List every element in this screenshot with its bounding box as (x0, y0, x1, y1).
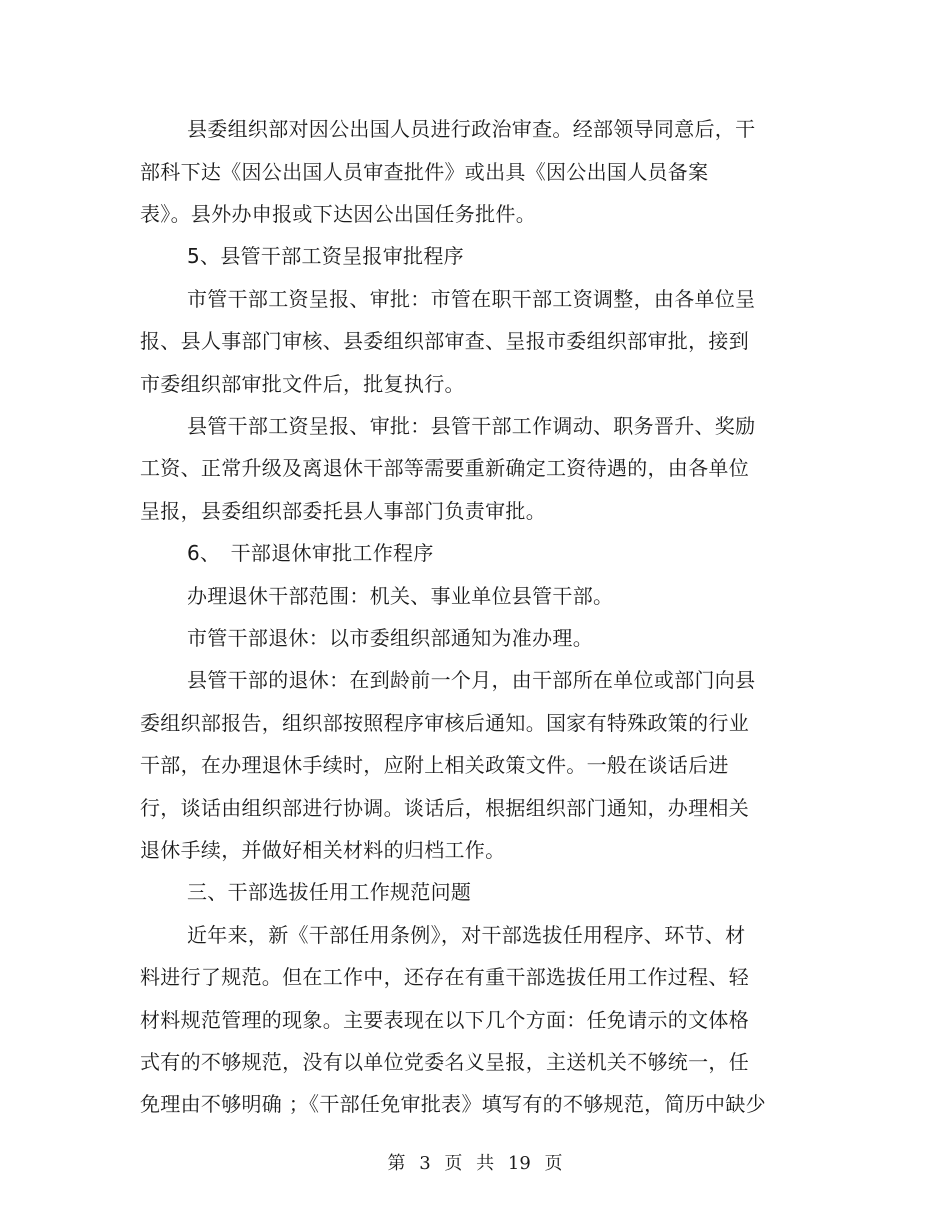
section-heading: 5、县管干部工资呈报审批程序 (187, 244, 464, 268)
page-unit-label: 页 (444, 1153, 463, 1174)
paragraph-line: 县管干部的退休：在到龄前一个月，由干部所在单位或部门向县 (187, 668, 756, 692)
paragraph-line: 退休手续，并做好相关材料的归档工作。 (140, 838, 506, 862)
paragraph-line: 委组织部报告，组织部按照程序审核后通知。国家有特殊政策的行业 (140, 711, 749, 735)
paragraph-line: 市管干部退休：以市委组织部通知为准办理。 (187, 626, 593, 650)
paragraph-line: 报、县人事部门审核、县委组织部审查、呈报市委组织部审批，接到 (140, 329, 749, 353)
section-heading: 6、 干部退休审批工作程序 (187, 541, 434, 565)
paragraph-line: 工资、正常升级及离退休干部等需要重新确定工资待遇的，由各单位 (140, 456, 749, 480)
paragraph-line: 县委组织部对因公出国人员进行政治审查。经部领导同意后，干 (187, 117, 756, 141)
paragraph-line: 式有的不够规范，没有以单位党委名义呈报，主送机关不够统一，任 (140, 1050, 749, 1074)
paragraph-line: 办理退休干部范围：机关、事业单位县管干部。 (187, 584, 614, 608)
paragraph-line: 免理由不够明确 ；《干部任免审批表》填写有的不够规范，简历中缺少 (140, 1092, 766, 1116)
current-page-number: 3 (419, 1153, 431, 1174)
paragraph-line: 近年来，新《干部任用条例》，对干部选拔任用程序、环节、材 (187, 923, 746, 947)
paragraph-line: 料进行了规范。但在工作中，还存在有重干部选拔任用工作过程、轻 (140, 965, 749, 989)
paragraph-line: 部科下达《因公出国人员审查批件》或出具《因公出国人员备案 (140, 160, 709, 184)
total-pages-number: 19 (507, 1153, 531, 1174)
paragraph-line: 呈报，县委组织部委托县人事部门负责审批。 (140, 499, 546, 523)
paragraph-line: 表》。县外办申报或下达因公出国任务批件。 (140, 202, 536, 226)
page-number-footer (0, 1153, 950, 1175)
total-label: 共 (476, 1153, 495, 1174)
paragraph-line: 行，谈话由组织部进行协调。谈话后，根据组织部门通知，办理相关 (140, 796, 749, 820)
paragraph-line: 材料规范管理的现象。主要表现在以下几个方面：任免请示的文体格 (140, 1008, 749, 1032)
paragraph-line: 市管干部工资呈报、审批：市管在职干部工资调整，由各单位呈 (187, 287, 756, 311)
paragraph-line: 干部，在办理退休手续时，应附上相关政策文件。一般在谈话后进 (140, 753, 729, 777)
paragraph-line: 县管干部工资呈报、审批：县管干部工作调动、职务晋升、奖励 (187, 414, 756, 438)
page-label: 第 (387, 1153, 406, 1174)
total-unit-label: 页 (544, 1153, 563, 1174)
paragraph-line: 市委组织部审批文件后，批复执行。 (140, 372, 465, 396)
section-heading: 三、干部选拔任用工作规范问题 (187, 880, 472, 904)
